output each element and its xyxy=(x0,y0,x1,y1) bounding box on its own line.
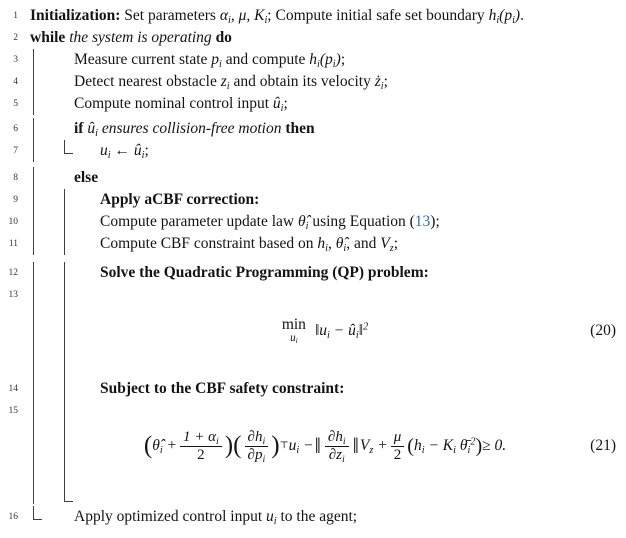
line-number-9: 9 xyxy=(13,195,18,205)
math-geq-zero: ≥ 0. xyxy=(482,437,507,454)
while-block-rule xyxy=(33,118,34,140)
text: and compute xyxy=(221,51,310,68)
algo-line-6 xyxy=(0,118,626,140)
while-block-rule xyxy=(33,71,34,93)
text: , xyxy=(328,235,336,252)
min-subscript: $u_i$ xyxy=(290,332,298,346)
algo-line-11 xyxy=(0,233,626,255)
line-number-14: 14 xyxy=(8,384,18,394)
math-vz: $V_z$ xyxy=(380,235,394,254)
min-operator-box xyxy=(282,317,306,345)
line-number-4: 4 xyxy=(13,77,18,87)
math-hipi: $h_i(p_i)$ xyxy=(309,51,341,70)
while-block-end-mark xyxy=(33,506,42,520)
line-number-11: 11 xyxy=(8,239,18,249)
else-block-end-mark xyxy=(64,492,73,502)
algo-line-12 xyxy=(0,262,626,284)
line-number-15: 15 xyxy=(8,406,18,416)
text: ; xyxy=(144,142,149,159)
equation-13-reference-link[interactable]: 13 xyxy=(414,213,431,230)
while-block-rule xyxy=(33,492,34,504)
math-zdoti: $ż_i$ xyxy=(374,73,384,92)
keyword-initialization: Initialization: xyxy=(30,7,121,24)
text: using Equation ( xyxy=(308,213,415,230)
math-pi: $p_i$ xyxy=(211,51,222,70)
equation-21-number: (21) xyxy=(590,437,616,454)
text: to the agent; xyxy=(276,508,358,525)
while-block-rule xyxy=(33,378,34,400)
algo-line-5 xyxy=(0,93,626,115)
denominator: 2 xyxy=(391,446,405,464)
line-number-10: 10 xyxy=(8,217,18,227)
algo-line-7 xyxy=(0,140,626,162)
while-block-rule xyxy=(33,167,34,189)
min-operator: min xyxy=(281,316,306,334)
math-assignment: $u_i$ ← $û_i$ xyxy=(100,142,145,161)
text: . xyxy=(520,7,524,24)
while-block-rule xyxy=(33,400,34,492)
algo-line-2 xyxy=(0,27,626,49)
text: Compute parameter update law xyxy=(100,213,298,230)
denominator: 2 xyxy=(180,446,222,464)
text: Apply optimized control input xyxy=(74,508,267,525)
equation-20-row xyxy=(0,284,626,378)
fraction-dhdz xyxy=(325,429,349,463)
text: Compute CBF constraint based on xyxy=(100,235,318,252)
denominator: $\partial z_i$ xyxy=(325,446,349,464)
algo-line-9 xyxy=(0,189,626,211)
denominator: $\partial p_i$ xyxy=(245,446,269,464)
else-block-rule xyxy=(64,189,65,211)
fraction-alpha xyxy=(180,429,222,463)
else-block-rule xyxy=(64,233,65,255)
math-thetahat-plus: $\thetâ_i$ + xyxy=(152,437,177,456)
keyword-then: then xyxy=(281,120,315,137)
while-block-rule xyxy=(33,140,34,162)
algo-line-10 xyxy=(0,211,626,233)
text: Measure current state xyxy=(74,51,212,68)
fraction-dhdp xyxy=(245,429,269,463)
fraction-mu xyxy=(391,429,405,463)
algo-line-8 xyxy=(0,167,626,189)
math-uhat: $û_i$ xyxy=(272,95,284,114)
keyword-while: while xyxy=(30,29,66,46)
else-block-rule xyxy=(64,211,65,233)
algo-line-16 xyxy=(0,506,626,528)
text: ; xyxy=(393,235,399,252)
equation-21-row xyxy=(0,400,626,492)
else-block-end-row xyxy=(0,492,626,504)
text: Set parameters xyxy=(120,7,220,24)
heading-cbf-constraint: Subject to the CBF safety constraint: xyxy=(100,380,345,397)
if-condition: $û_i$ ensures collision-free motion xyxy=(87,120,282,139)
line-number-7: 7 xyxy=(13,146,18,156)
numerator: $\partial h_i$ xyxy=(327,428,346,447)
text: Compute nominal control input xyxy=(74,95,273,112)
while-condition: the system is operating xyxy=(65,29,216,46)
else-block-rule xyxy=(64,378,65,400)
while-block-rule xyxy=(33,233,34,255)
else-block-rule xyxy=(64,400,65,492)
else-block-rule xyxy=(64,262,65,284)
line-number-2: 2 xyxy=(13,33,18,43)
line-number-6: 6 xyxy=(13,124,18,134)
algo-line-3 xyxy=(0,49,626,71)
text: Detect nearest obstacle xyxy=(74,73,221,90)
equation-20 xyxy=(70,284,580,378)
while-block-rule xyxy=(33,211,34,233)
line-number-16: 16 xyxy=(8,512,18,522)
objective-expression: $‖u_i$ − $û_i‖^2$ xyxy=(314,321,369,341)
text: ); xyxy=(430,213,440,230)
numerator: $\partial h_i$ xyxy=(247,428,266,447)
while-block-rule xyxy=(33,262,34,284)
while-block-rule xyxy=(33,49,34,71)
else-block-rule xyxy=(64,284,65,378)
while-block-rule xyxy=(33,93,34,115)
math-hi: $h_i$ xyxy=(317,235,329,254)
numerator: $1 + \alpha_i$ xyxy=(183,428,219,447)
text: ; xyxy=(383,73,388,90)
while-block-rule xyxy=(33,284,34,378)
line-number-1: 1 xyxy=(13,11,18,21)
text: , and xyxy=(346,235,381,252)
math-hi-minus-k-theta: $h_i - K_i$ $\thetā_i^2$ xyxy=(413,436,476,456)
text: ; xyxy=(340,51,346,68)
math-ui: $u_i$ xyxy=(266,508,277,527)
text: ; Compute initial safe set boundary xyxy=(267,7,489,24)
math-params: $\alpha_i$, μ, $K_i$ xyxy=(219,7,268,26)
keyword-if: if xyxy=(74,120,88,137)
keyword-do: do xyxy=(215,29,232,46)
line-number-13: 13 xyxy=(8,290,18,300)
numerator: μ xyxy=(393,428,402,445)
math-zi: $z_i$ xyxy=(220,73,230,92)
if-block-end-mark xyxy=(64,140,73,154)
algo-line-1 xyxy=(0,5,626,27)
algo-line-14 xyxy=(0,378,626,400)
line-number-12: 12 xyxy=(8,268,18,278)
math-thetahat: $\thetâ_i$ xyxy=(335,235,347,254)
while-block-rule xyxy=(33,189,34,211)
math-thetahat: $\thetâ_i$ xyxy=(297,213,309,232)
line-number-5: 5 xyxy=(13,99,18,109)
keyword-else: else xyxy=(74,169,99,186)
line-number-8: 8 xyxy=(13,173,18,183)
equation-20-number: (20) xyxy=(590,322,616,339)
math-vz-plus: $V_z$ + xyxy=(359,437,388,456)
equation-21: ( $\thetâ_i$ + $\frac{1 + \alpha_i}{2}$ ) ( $\frac{\partial h_i}{\partial p_i}$ ) ⊤ $u_i$ − ‖ $\frac{\partial h_i}{\partial z_i}$ ‖ $V_z$ + $\frac{\mu}{2}$ ( $h_i - K_i$ $\thetā_i^2$ ) ≥ 0. xyxy=(143,428,507,465)
algo-line-4 xyxy=(0,71,626,93)
text: ; xyxy=(283,95,288,112)
text: and obtain its velocity xyxy=(229,73,375,90)
math-hipi: $h_i(p_i)$ xyxy=(488,7,521,26)
math-ui-minus: $u_i$ − xyxy=(288,437,314,456)
heading-acbf-correction: Apply aCBF correction: xyxy=(100,191,260,208)
heading-qp-problem: Solve the Quadratic Programming (QP) problem: xyxy=(100,264,429,281)
line-number-3: 3 xyxy=(13,55,18,65)
